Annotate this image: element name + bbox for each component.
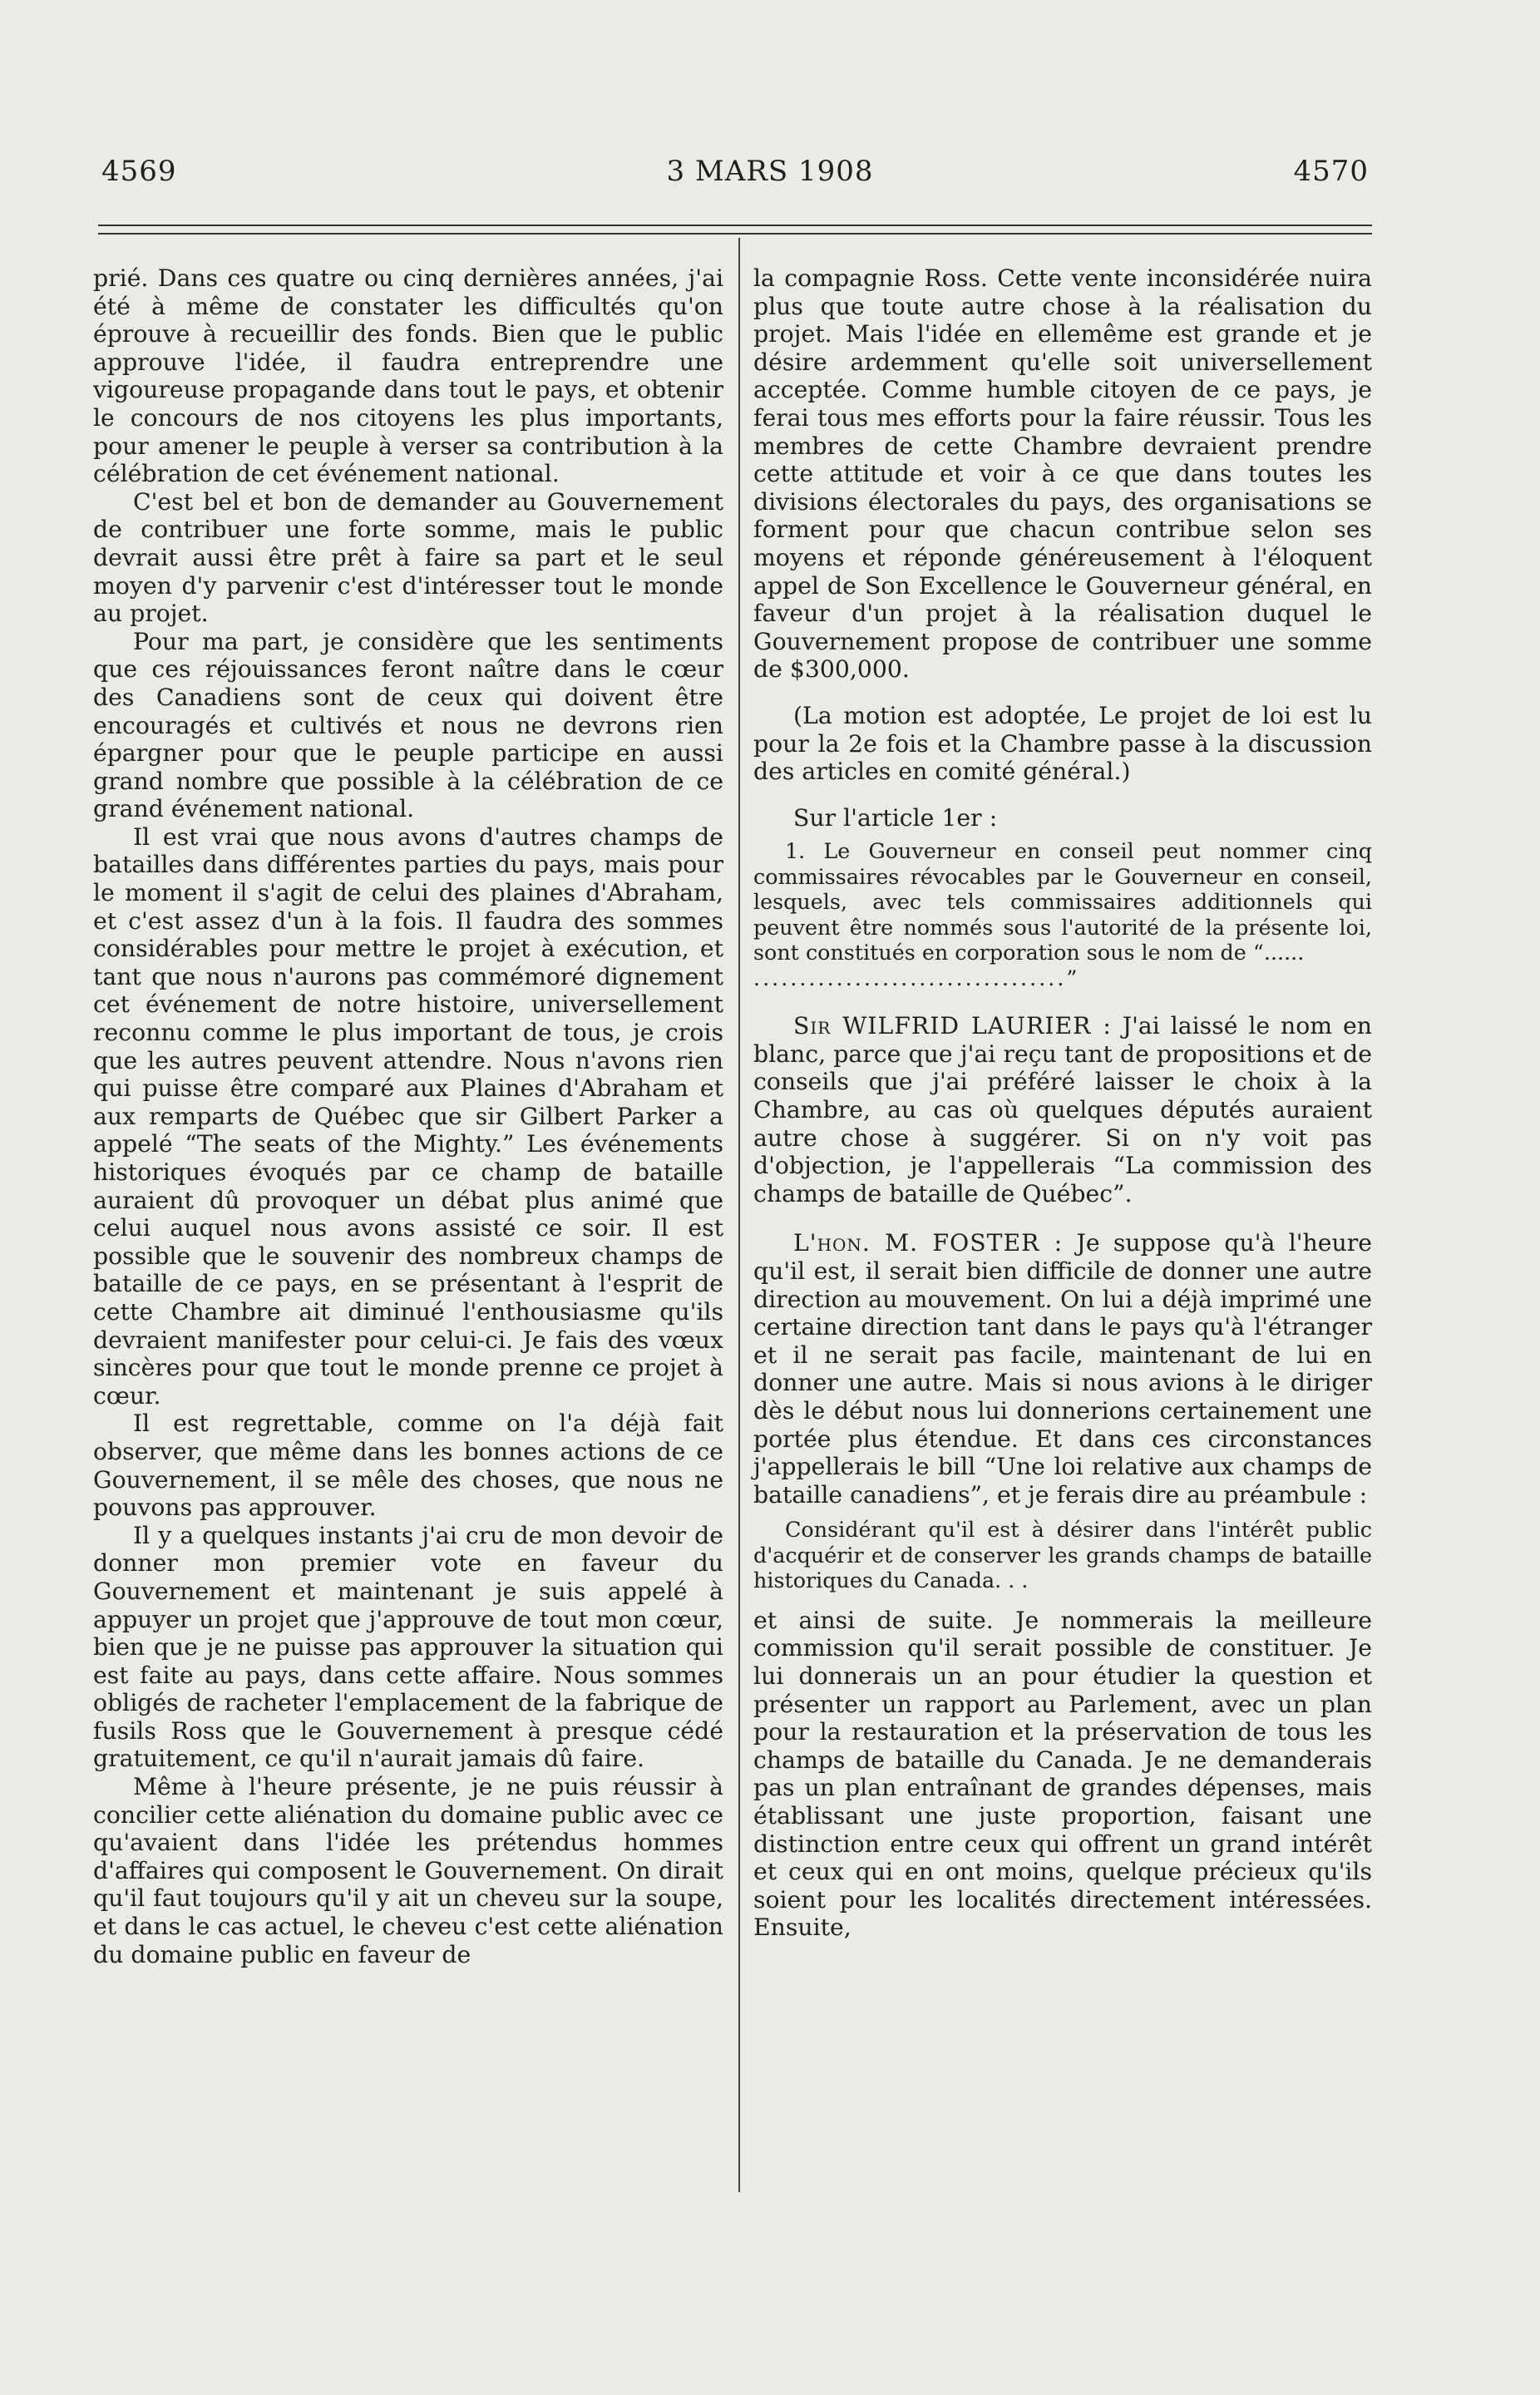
bill-article-1-quote: 1. Le Gouverneur en conseil peut nommer cinq commissaires révocables par le Gouverneur en conseil, lesquels, avec tels commissaires additionnels qui peuvent être nommés sous l'autorité de la présente loi, sont constitués en corporation sous le nom de “......	[753, 838, 1372, 965]
laurier-speech-text: J'ai laissé le nom en blanc, parce que j'ai reçu tant de propositions et de conseils que j'ai préféré laisser le choix à la Chambre, au cas où quelques députés auraient autre chose à suggérer. Si on n'y voit pas d'objection, je l'appellerais “La commission des champs de bataille de Québec”.	[753, 1012, 1372, 1207]
left-paragraph-7: Même à l'heure présente, je ne puis réussir à concilier cette aliénation du domaine public avec ce qu'avaient dans l'idée les prétendus hommes d'affaires qui composent le Gouvernement. On dirait qu'il faut toujours qu'il y ait un cheveu sur la soupe, et dans le cas actuel, le cheveu c'est cette aliénation du domaine public en faveur de	[93, 1773, 723, 1968]
right-column	[753, 264, 1372, 1942]
motion-adopted-note: (La motion est adoptée, Le projet de loi est lu pour la 2e fois et la Chambre passe à la discussion des articles en comité général.)	[753, 701, 1372, 786]
preamble-quote: Considérant qu'il est à désirer dans l'intérêt public d'acquérir et de conserver les grands champs de bataille historiques du Canada. . .	[753, 1517, 1372, 1593]
page-date: 3 MARS 1908	[666, 155, 874, 188]
foster-speech	[753, 1229, 1372, 1509]
speaker-laurier: Sir WILFRID LAURIER :	[793, 1012, 1112, 1040]
header-rule-top	[98, 225, 1372, 226]
right-paragraph-1: la compagnie Ross. Cette vente inconsidérée nuira plus que toute autre chose à la réalisation du projet. Mais l'idée en ellemême est grande et je désire ardemment qu'elle soit universellement acceptée. Comme humble citoyen de ce pays, je ferai tous mes efforts pour la faire réussir. Tous les membres de cette Chambre devraient prendre cette attitude et voir à ce que dans toutes les divisions électorales du pays, des organisations se forment pour que chacun contribue selon ses moyens et réponde généreusement à l'éloquent appel de Son Excellence le Gouverneur général, en faveur d'un projet à la réalisation duquel le Gouvernement propose de contribuer une somme de $300,000.	[753, 264, 1372, 684]
header-rule-bottom	[98, 233, 1372, 235]
laurier-speech	[753, 1012, 1372, 1207]
speaker-foster: L'hon. M. FOSTER :	[793, 1229, 1064, 1257]
left-paragraph-1: prié. Dans ces quatre ou cinq dernières années, j'ai été à même de constater les difficultés qu'on éprouve à recueillir des fonds. Bien que le public approuve l'idée, il faudra entreprendre une vigoureuse propagande dans tout le pays, et obtenir le concours de nos citoyens les plus importants, pour amener le peuple à verser sa contribution à la célébration de cet événement national.	[93, 264, 723, 488]
left-paragraph-2: C'est bel et bon de demander au Gouvernement de contribuer une forte somme, mais le public devrait aussi être prêt à faire sa part et le seul moyen d'y parvenir c'est d'intéresser tout le monde au projet.	[93, 487, 723, 628]
column-divider	[738, 238, 740, 2192]
left-paragraph-5: Il est regrettable, comme on l'a déjà fait observer, que même dans les bonnes actions de ce Gouvernement, il se mêle des choses, que nous ne pouvons pas approuver.	[93, 1410, 723, 1522]
left-paragraph-3: Pour ma part, je considère que les sentiments que ces réjouissances feront naître dans le cœur des Canadiens sont de ceux qui doivent être encouragés et cultivés et nous ne devrons rien épargner pour que le peuple participe en aussi grand nombre que possible à la célébration de ce grand événement national.	[93, 627, 723, 823]
page-number-left: 4569	[101, 155, 177, 188]
foster-speech-text: Je suppose qu'à l'heure qu'il est, il serait bien difficile de donner une autre direction au mouvement. On lui a déjà imprimé une certaine direction tant dans le pays qu'à l'étranger et il ne serait pas facile, maintenant de lui en donner une autre. Mais si nous avions à le diriger dès le début nous lui donnerions certainement une portée plus étendue. Et dans ces circonstances j'appellerais le bill “Une loi relative aux champs de bataille canadiens”, et je ferais dire au préambule :	[753, 1229, 1372, 1509]
left-column	[93, 264, 723, 1968]
page-number-right: 4570	[1293, 155, 1369, 188]
quote-dots: ..................................”	[753, 965, 1080, 990]
left-paragraph-4: Il est vrai que nous avons d'autres champs de batailles dans différentes parties du pays, mais pour le moment il s'agit de celui des plaines d'Abraham, et c'est assez d'un à la fois. Il faudra des sommes considérables pour mettre le projet à exécution, et tant que nous n'aurons pas commémoré dignement cet événement de notre histoire, universellement reconnu comme le plus important de tous, je crois que les autres peuvent attendre. Nous n'avons rien qui puisse être comparé aux Plaines d'Abraham et aux remparts de Québec que sir Gilbert Parker a appelé “The seats of the Mighty.” Les événements historiques évoqués par ce champ de bataille auraient dû provoquer un débat plus animé que celui auquel nous avons assisté ce soir. Il est possible que le souvenir des nombreux champs de bataille de ce pays, en se présentant à l'esprit de cette Chambre ait diminué l'enthousiasme qu'ils devraient manifester pour celui-ci. Je fais des vœux sincères pour que tout le monde prenne ce projet à cœur.	[93, 822, 723, 1410]
left-paragraph-6: Il y a quelques instants j'ai cru de mon devoir de donner mon premier vote en faveur du Gouvernement et maintenant je suis appelé à appuyer un projet que j'approuve de tout mon cœur, bien que je ne puisse pas approuver la situation qui est faite au pays, dans cette affaire. Nous sommes obligés de racheter l'emplacement de la fabrique de fusils Ross que le Gouvernement à presque cédé gratuitement, ce qu'il n'aurait jamais dû faire.	[93, 1521, 723, 1773]
right-paragraph-final: et ainsi de suite. Je nommerais la meilleure commission qu'il serait possible de constituer. Je lui donnerais un an pour étudier la question et présenter un rapport au Parlement, avec un plan pour la restauration et la préservation de tous les champs de bataille du Canada. Je ne demanderais pas un plan entraînant de grandes dépenses, mais établissant une juste proportion, faisant une distinction entre ceux qui offrent un grand intérêt et ceux qui en ont moins, quelque précieux qu'ils soient pour les localités directement intéressées. Ensuite,	[753, 1606, 1372, 1942]
article-heading: Sur l'article 1er :	[793, 803, 998, 832]
